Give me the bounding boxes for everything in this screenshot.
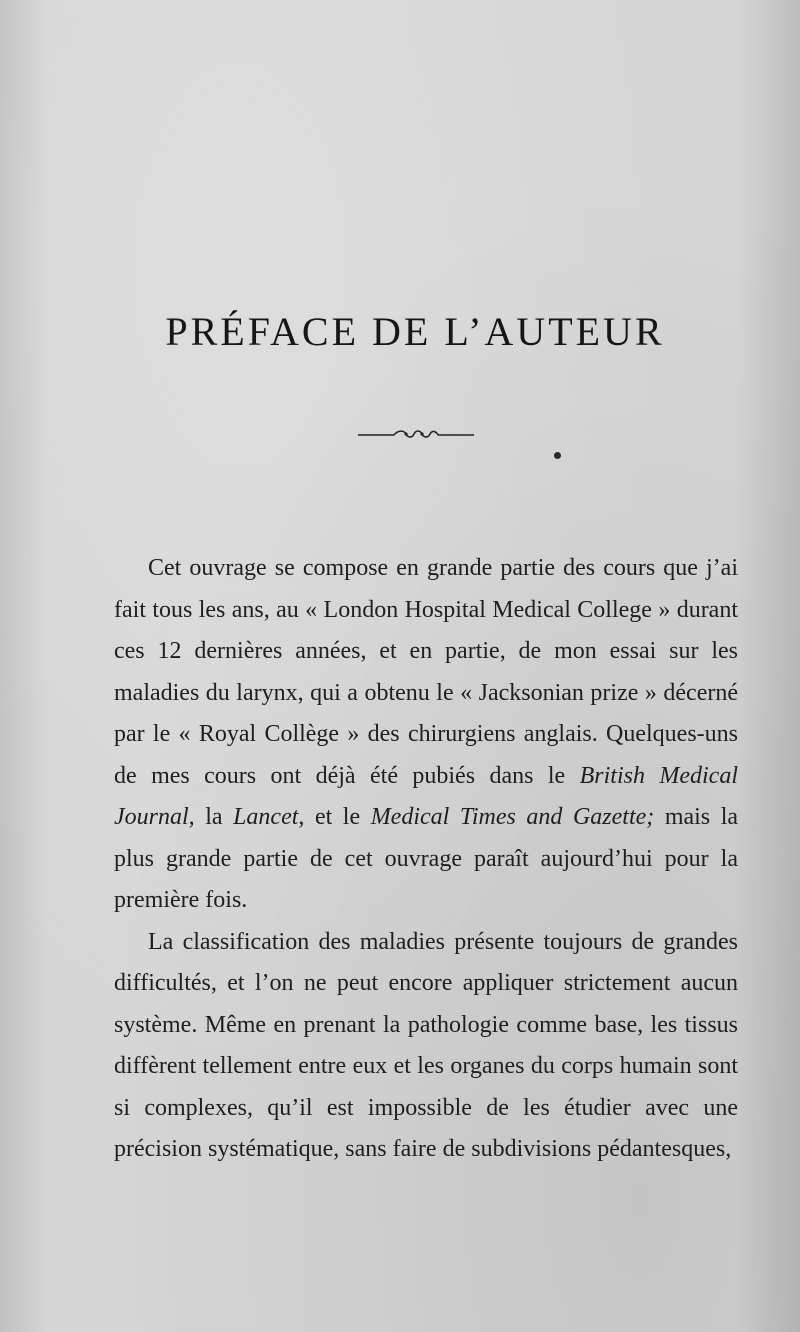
paragraph-2: La classification des maladies présente toujours de grandes difficultés, et l’on ne peut encore appliquer strictement aucun système. Même en prenant la pathologie comme base, les tissus diffèrent tellement entre eux et les organes du corps humain sont si complexes, qu’il est impossible de les étudier avec une précision systématique, sans faire de subdivisions pédantesques, <box>114 928 738 1162</box>
journal-title-lancet: Lancet <box>233 804 299 830</box>
ink-spot <box>554 452 561 459</box>
journal-title-british-medical-journal: British Medical Journal, <box>114 762 738 830</box>
paragraph-1-part-1: Cet ouvrage se compose en grande partie des cours que j’ai fait tous les ans, au « London Hospital Medical College » durant ces 12 dernières années, et en partie, de mon essai sur les maladies du larynx, qui a obtenu le « Jacksonian prize » décerné par le « Royal Collège » des chirurgiens anglais. Quelques-uns de mes cours ont déjà été pubiés dans le <box>114 555 738 789</box>
journal-title-medical-times: Medical Times and Gazette; <box>370 804 655 830</box>
paragraph-1-part-2: la <box>194 804 234 830</box>
paragraph-1 <box>114 548 738 922</box>
page-title: PRÉFACE DE L’AUTEUR <box>165 309 665 354</box>
paragraph-1-part-3: , et le <box>298 804 371 830</box>
paragraph-1-part-4: mais la plus grande partie de cet ouvrage paraît aujourd’hui pour la première fois. <box>114 804 739 913</box>
preface-body <box>114 548 738 1171</box>
fleuron-divider-icon <box>356 426 476 442</box>
